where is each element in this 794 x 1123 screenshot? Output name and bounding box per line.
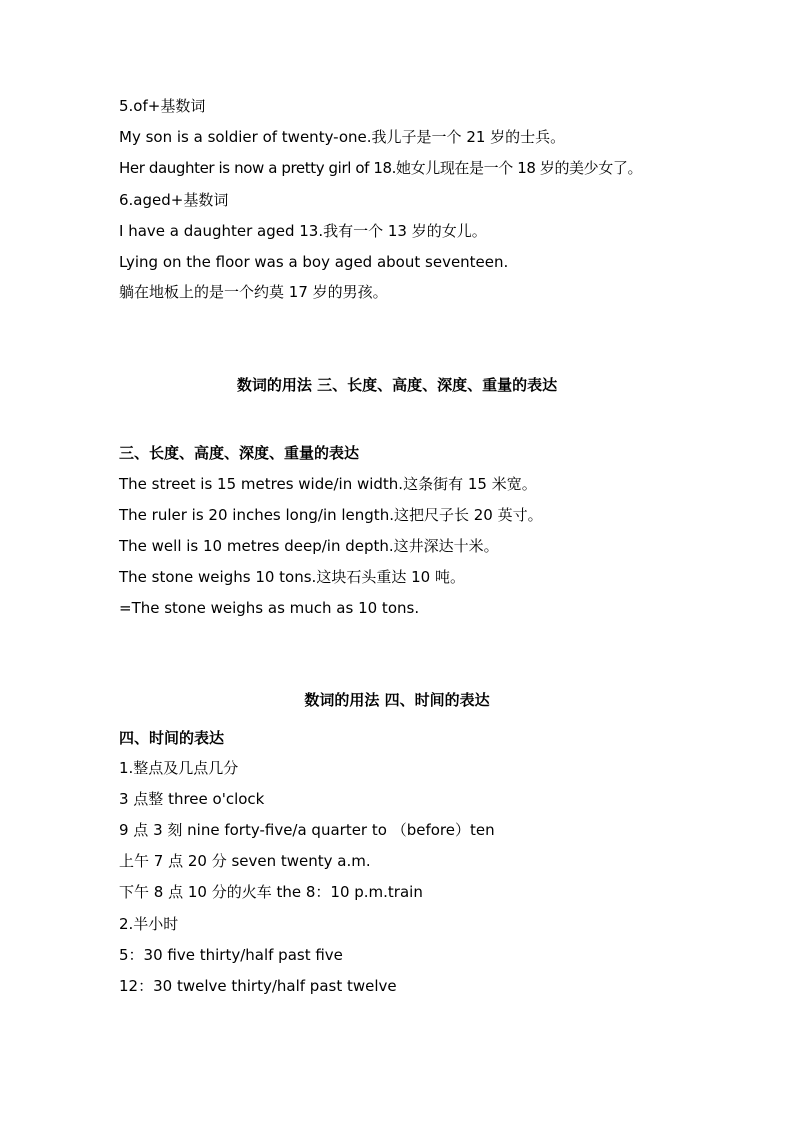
section6-example-1: I have a daughter aged 13.我有一个 13 岁的女儿。: [119, 222, 487, 240]
part4-line: 3 点整 three o'clock: [119, 790, 265, 808]
section5-heading: 5.of+基数词: [119, 97, 206, 115]
part4-line: 12：30 twelve thirty/half past twelve: [119, 977, 397, 995]
part4-title: 数词的用法 四、时间的表达: [304, 691, 490, 709]
section5-example-2: Her daughter is now a pretty girl of 18.她女儿现在是一个 18 岁的美少女了。: [119, 159, 643, 177]
section5-example-1: My son is a soldier of twenty-one.我儿子是一个 21 岁的士兵。: [119, 128, 566, 146]
part4-line: 2.半小时: [119, 915, 179, 933]
part4-line: 5：30 five thirty/half past five: [119, 946, 343, 964]
part3-line: The stone weighs 10 tons.这块石头重达 10 吨。: [119, 568, 465, 586]
part3-line: The street is 15 metres wide/in width.这条街有 15 米宽。: [119, 475, 537, 493]
part4-line: 上午 7 点 20 分 seven twenty a.m.: [119, 852, 371, 870]
part3-line: The well is 10 metres deep/in depth.这井深达十米。: [119, 537, 499, 555]
section6-example-2-zh: 躺在地板上的是一个约莫 17 岁的男孩。: [119, 283, 388, 301]
part4-heading: 四、时间的表达: [119, 729, 225, 747]
part4-line: 1.整点及几点几分: [119, 759, 239, 777]
section6-heading: 6.aged+基数词: [119, 191, 229, 209]
part3-line: =The stone weighs as much as 10 tons.: [119, 599, 420, 617]
part3-heading: 三、长度、高度、深度、重量的表达: [119, 444, 360, 462]
part3-line: The ruler is 20 inches long/in length.这把尺子长 20 英寸。: [119, 506, 543, 524]
section6-example-2-en: Lying on the floor was a boy aged about seventeen.: [119, 253, 509, 271]
part4-line: 下午 8 点 10 分的火车 the 8：10 p.m.train: [119, 883, 423, 901]
part4-line: 9 点 3 刻 nine forty-five/a quarter to （before）ten: [119, 821, 495, 839]
part3-title: 数词的用法 三、长度、高度、深度、重量的表达: [236, 376, 558, 394]
